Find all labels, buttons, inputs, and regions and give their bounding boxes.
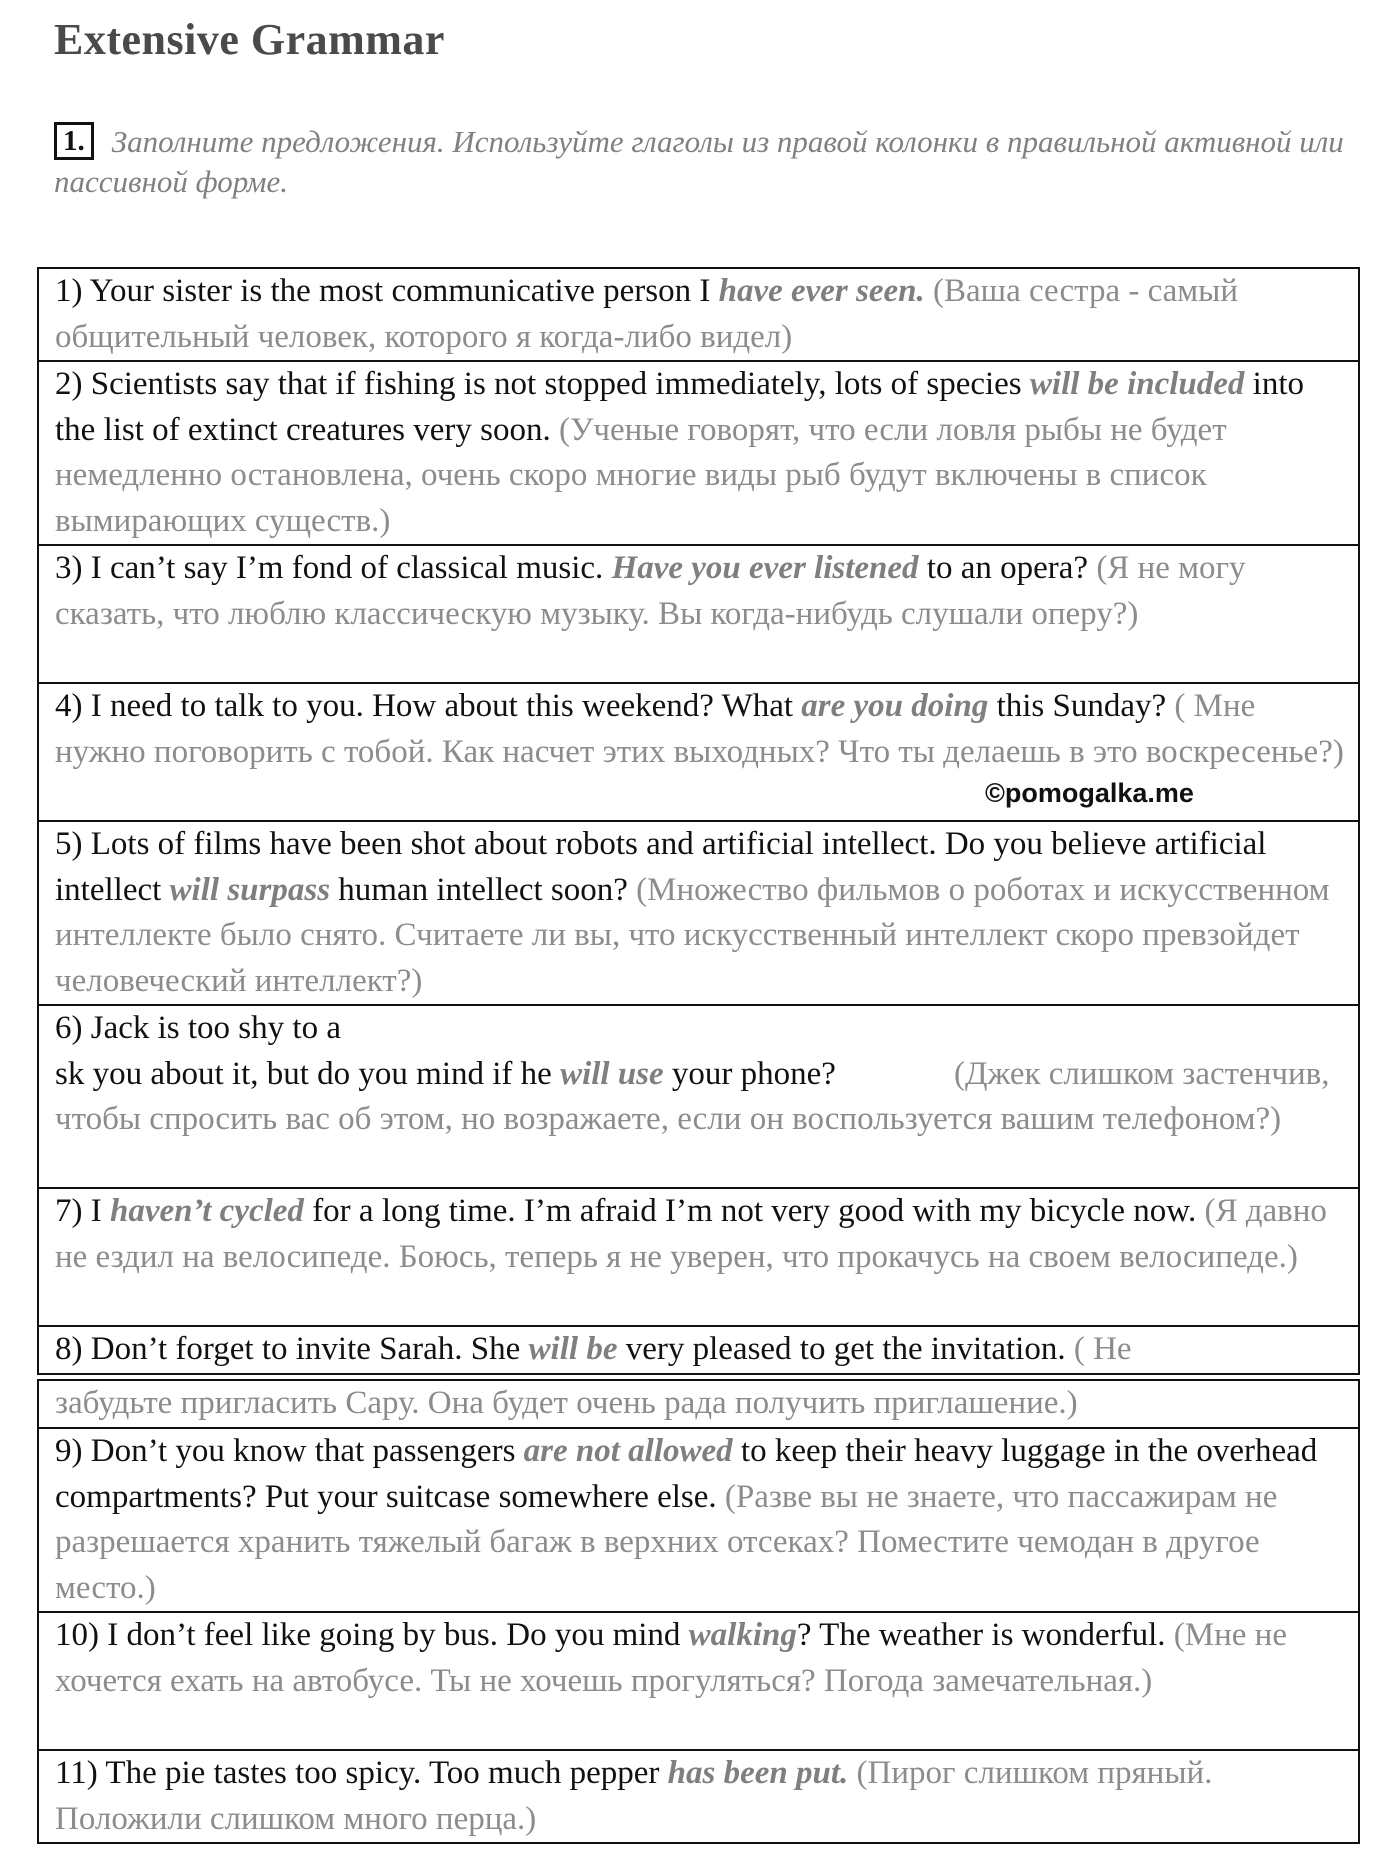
exercise-item-2: 2) Scientists say that if fishing is not stopped immediately, lots of species will be included into the list of extinct creatures very soon. (Ученые говорят, что если ловля рыбы не будет немедленно остановлена, очень скоро многие виды рыб будут включены в список вымирающих существ.) — [38, 361, 1359, 545]
exercise-item-1: 1) Your sister is the most communicative person I have ever seen. (Ваша сестра - самый общительный человек, которого я когда-либо видел) — [38, 268, 1359, 361]
translation: (Ваша сестра - самый общительный человек, которого я когда-либо видел) — [55, 273, 1239, 355]
translation: забудьте пригласить Сару. Она будет очень рада получить приглашение.) — [55, 1385, 1078, 1421]
task-number: 1. — [54, 122, 94, 160]
exercise-item-8-continued — [38, 1380, 1359, 1428]
watermark: ©pomogalka.me — [985, 778, 1194, 808]
exercise-item-10: 10) I don’t feel like going by bus. Do you mind walking? The weather is wonderful. (Мне не хочется ехать на автобусе. Ты не хочешь прогуляться? Погода замечательная.) — [38, 1612, 1359, 1750]
exercise-table-2 — [37, 1379, 1360, 1844]
answer: has been put. — [667, 1755, 849, 1791]
answer: are you doing — [801, 688, 989, 724]
answer: Have you ever listened — [611, 550, 919, 586]
translation: (Множество фильмов о роботах и искусственном интеллекте было снято. Считаете ли вы, что искусственный интеллект скоро превзойдет человеческий интеллект?) — [55, 871, 1330, 999]
task-instruction — [54, 122, 1354, 202]
answer: have ever seen. — [718, 273, 925, 309]
exercise-item-4: 4) I need to talk to you. How about this weekend? What are you doing this Sunday? ( Мне нужно поговорить с тобой. Как насчет этих выходных? Что ты делаешь в это воскресенье?) — [38, 683, 1359, 821]
exercise-table-1 — [37, 267, 1360, 1375]
translation: (Пирог слишком пряный. Положили слишком много перца.) — [55, 1755, 1213, 1837]
exercise-item-3: 3) I can’t say I’m fond of classical music. Have you ever listened to an opera? (Я не могу сказать, что люблю классическую музыку. Вы когда-нибудь слушали оперу?) — [38, 545, 1359, 683]
answer: haven’t cycled — [109, 1193, 304, 1229]
answer: will be — [528, 1331, 618, 1367]
exercise-item-5: 5) Lots of films have been shot about robots and artificial intellect. Do you believe artificial intellect will surpass human intellect soon? (Множество фильмов о роботах и искусственном интеллекте было снято. Считаете ли вы, что искусственный интеллект скоро превзойдет человеческий интеллект?) — [38, 821, 1359, 1005]
task-instruction-text: Заполните предложения. Используйте глаголы из правой колонки в правильной активной или пассивной форме. — [54, 124, 1344, 199]
exercise-item-9: 9) Don’t you know that passengers are not allowed to keep their heavy luggage in the overhead compartments? Put your suitcase somewhere else. (Разве вы не знаете, что пассажирам не разрешается хранить тяжелый багаж в верхних отсеках? Поместите чемодан в другое место.) — [38, 1428, 1359, 1612]
answer: walking — [688, 1617, 797, 1653]
page-title: Extensive Grammar — [54, 15, 445, 64]
answer: will be included — [1029, 366, 1245, 402]
translation: (Я не могу сказать, что люблю классическую музыку. Вы когда-нибудь слушали оперу?) — [55, 550, 1246, 632]
translation: ( Мне нужно поговорить с тобой. Как насчет этих выходных? Что ты делаешь в это воскресенье?) — [55, 688, 1344, 770]
translation: (Ученые говорят, что если ловля рыбы не будет немедленно остановлена, очень скоро многие виды рыб будут включены в список вымирающих существ.) — [55, 411, 1227, 539]
translation: (Я давно не ездил на велосипеде. Боюсь, теперь я не уверен, что прокачусь на своем велосипеде.) — [55, 1193, 1327, 1275]
translation: (Разве вы не знаете, что пассажирам не разрешается хранить тяжелый багаж в верхних отсеках? Поместите чемодан в другое место.) — [55, 1478, 1278, 1606]
exercise-item-11: 11) The pie tastes too spicy. Too much pepper has been put. (Пирог слишком пряный. Положили слишком много перца.) — [38, 1750, 1359, 1843]
exercise-item-8: 8) Don’t forget to invite Sarah. She will be very pleased to get the invitation. ( Не — [38, 1326, 1359, 1374]
answer: will use — [560, 1055, 664, 1092]
exercise-item-6: 6) Jack is too shy to a sk you about it, but do you mind if he will use your phone? (Джек слишком застенчив, чтобы спросить вас об этом, но возражаете, если он воспользуется вашим телефоном?) — [38, 1005, 1359, 1188]
answer: will surpass — [169, 871, 331, 908]
translation: ( Не — [1073, 1331, 1132, 1367]
exercise-item-7: 7) I haven’t cycled for a long time. I’m afraid I’m not very good with my bicycle now. (Я давно не ездил на велосипеде. Боюсь, теперь я не уверен, что прокачусь на своем велосипеде.) — [38, 1188, 1359, 1326]
answer: are not allowed — [523, 1433, 733, 1469]
translation: (Джек слишком застенчив, чтобы спросить вас об этом, но возражаете, если он воспользуется вашим телефоном?) — [55, 1055, 1330, 1137]
translation: (Мне не хочется ехать на автобусе. Ты не хочешь прогуляться? Погода замечательная.) — [55, 1617, 1287, 1699]
